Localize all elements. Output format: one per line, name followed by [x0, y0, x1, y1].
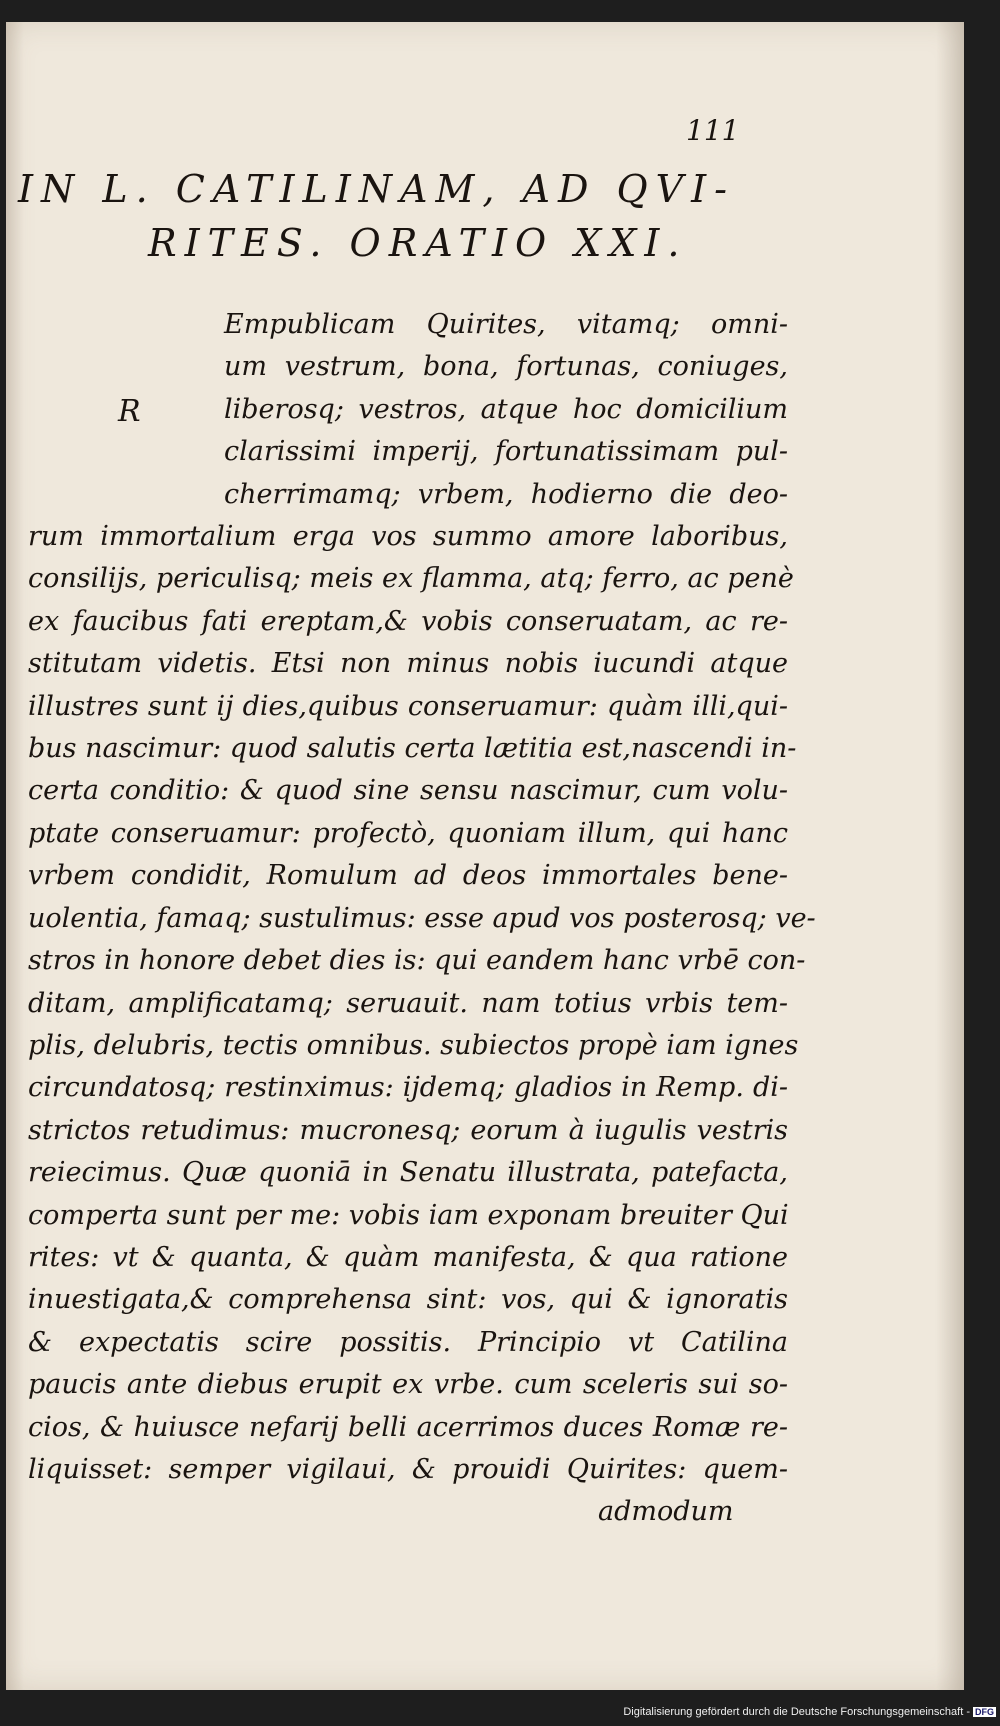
digitization-credit	[623, 1706, 996, 1718]
drop-cap: R	[118, 394, 141, 429]
text-line: certa conditio: & quod sine sensu nascimur, cum volu-	[28, 775, 788, 807]
text-line: liberosq; vestros, atque hoc domicilium	[224, 393, 788, 425]
credit-text: Digitalisierung gefördert durch die Deutsche Forschungsgemeinschaft -	[623, 1706, 970, 1718]
text-line: Empublicam Quirites, vitamq; omni-	[224, 309, 788, 340]
text-line: vrbem condidit, Romulum ad deos immortales bene-	[28, 860, 788, 892]
text-line: illustres sunt ij dies,quibus conseruamur: quàm illi,qui-	[28, 690, 788, 722]
text-line: rites: vt & quanta, & quàm manifesta, & qua ratione	[28, 1241, 788, 1273]
page-number: 111	[686, 114, 740, 147]
text-line: consilijs, periculisq; meis ex flamma, atq; ferro, ac penè	[28, 563, 794, 595]
title-line-1: IN L. CATILINAM, AD QVI-	[18, 167, 735, 211]
text-line: circundatosq; restinximus: ijdemq; gladios in Remp. di-	[28, 1072, 788, 1104]
text-line: stros in honore debet dies is: qui eandem hanc vrbē con-	[28, 945, 806, 977]
text-line: ex faucibus fati ereptam,& vobis conseruatam, ac re-	[28, 605, 788, 637]
book-page	[6, 22, 964, 1690]
text-line: um vestrum, bona, fortunas, coniuges,	[224, 351, 788, 383]
text-line: cherrimamq; vrbem, hodierno die deo-	[224, 478, 788, 510]
text-line: & expectatis scire possitis. Principio vt Catilina	[28, 1326, 788, 1358]
text-line: uolentia, famaq; sustulimus: esse apud vos posterosq; ve-	[28, 902, 816, 934]
oration-title	[18, 162, 798, 270]
text-line: strictos retudimus: mucronesq; eorum à iugulis vestris	[28, 1114, 788, 1146]
text-line: plis, delubris, tectis omnibus. subiectos propè iam ignes	[28, 1029, 799, 1061]
text-line: paucis ante diebus erupit ex vrbe. cum sceleris sui so-	[28, 1369, 788, 1401]
text-line: rum immortalium erga vos summo amore laboribus,	[28, 521, 788, 553]
text-line: stitutam videtis. Etsi non minus nobis iucundi atque	[28, 648, 788, 680]
dfg-logo: DFG	[975, 1707, 994, 1717]
text-line: comperta sunt per me: vobis iam exponam breuiter Qui	[28, 1199, 789, 1231]
text-line: ptate conseruamur: profectò, quoniam illum, qui hanc	[28, 817, 788, 849]
text-line: liquisset: semper vigilaui, & prouidi Quirites: quem-	[28, 1453, 788, 1485]
title-line-2: RITES. ORATIO XXI.	[148, 221, 688, 265]
text-line: cios, & huiusce nefarij belli acerrimos duces Romæ re-	[28, 1411, 788, 1443]
text-line: reiecimus. Quæ quoniā in Senatu illustrata, patefacta,	[28, 1157, 788, 1189]
oration-text	[28, 304, 816, 1534]
catchword: admodum	[598, 1496, 734, 1528]
text-line: ditam, amplificatamq; seruauit. nam totius vrbis tem-	[28, 987, 788, 1019]
text-line: clarissimi imperij, fortunatissimam pul-	[224, 436, 788, 468]
text-line: bus nascimur: quod salutis certa lætitia est,nascendi in-	[28, 733, 797, 765]
text-line: inuestigata,& comprehensa sint: vos, qui & ignoratis	[28, 1284, 788, 1316]
